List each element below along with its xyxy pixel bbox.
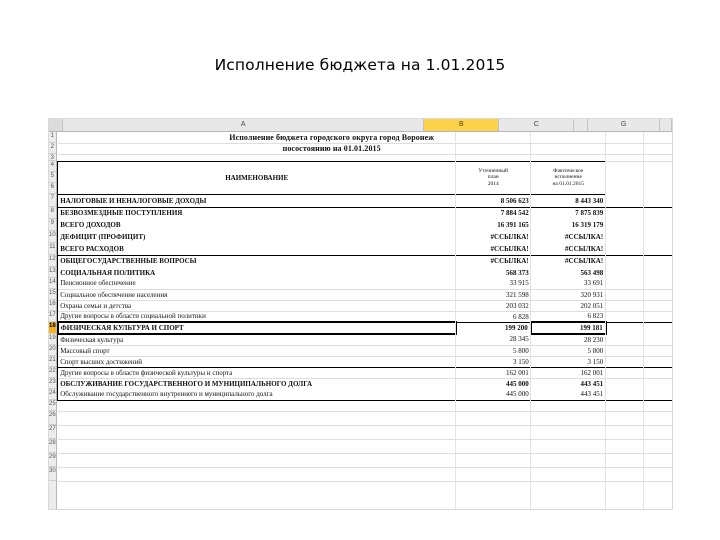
blank-cell[interactable] — [644, 154, 673, 161]
blank-cell[interactable] — [644, 194, 673, 207]
column-header-trailing — [660, 119, 672, 131]
column-header-g[interactable]: G — [588, 119, 660, 131]
empty-row[interactable] — [58, 467, 673, 481]
cell-fact[interactable]: #ССЫЛКА! — [531, 231, 606, 243]
header-plan-line3: 2014 — [487, 180, 499, 187]
table-row-selected[interactable] — [58, 322, 673, 334]
table-row[interactable] — [58, 389, 673, 400]
row-header-30[interactable]: 30 — [49, 467, 56, 481]
blank-cell[interactable] — [58, 453, 456, 467]
cell-grid — [57, 132, 673, 510]
cell-plan[interactable]: 5 800 — [512, 346, 529, 355]
cell-name[interactable]: ВСЕГО РАСХОДОВ — [58, 243, 456, 255]
cell-name[interactable]: Спорт высших достижений — [58, 356, 456, 367]
row-header-8[interactable]: 8 — [49, 207, 56, 219]
header-plan-line2: план — [487, 174, 499, 181]
cell-name[interactable]: ДЕФИЦИТ (ПРОФИЦИТ) — [58, 231, 456, 243]
page-title: Исполнение бюджета на 1.01.2015 — [214, 56, 506, 74]
table-row[interactable] — [58, 278, 673, 289]
cell-fact[interactable]: 443 451 — [531, 378, 606, 389]
blank-cell[interactable] — [531, 154, 606, 161]
row-header-21[interactable]: 21 — [49, 356, 56, 367]
blank-cell[interactable] — [644, 143, 673, 154]
blank-cell[interactable] — [644, 278, 673, 289]
blank-cell[interactable] — [606, 389, 644, 400]
row-header-15[interactable]: 15 — [49, 289, 56, 300]
row-header-26[interactable]: 26 — [49, 411, 56, 425]
blank-cell[interactable] — [644, 300, 673, 311]
table-row[interactable] — [58, 300, 673, 311]
blank-cell[interactable] — [606, 400, 644, 411]
cell-name[interactable]: ОБСЛУЖИВАНИЕ ГОСУДАРСТВЕННОГО И МУНИЦИПАЛЬНОГО ДОЛГА — [58, 378, 456, 389]
cell-plan[interactable]: #ССЫЛКА! — [490, 257, 529, 266]
row-header-5[interactable]: 5 — [49, 172, 56, 183]
blank-cell[interactable] — [531, 425, 606, 439]
cell-name[interactable]: Другие вопросы в области социальной политики — [58, 311, 456, 322]
column-header-b[interactable]: B — [424, 119, 499, 131]
table-row[interactable] — [58, 255, 673, 267]
row-header-1[interactable]: 1 — [49, 132, 56, 143]
cell-plan[interactable]: 16 391 165 — [497, 221, 529, 229]
row-header-6[interactable]: 6 — [49, 183, 56, 194]
blank-cell[interactable] — [606, 367, 644, 378]
blank-cell[interactable] — [606, 289, 644, 300]
blank-cell[interactable] — [606, 467, 644, 481]
cell-plan[interactable]: 203 032 — [505, 301, 529, 310]
row-header-24[interactable]: 24 — [49, 389, 56, 400]
blank-cell[interactable] — [644, 207, 673, 219]
blank-cell[interactable] — [644, 322, 673, 334]
cell-fact[interactable]: 443 451 — [531, 389, 606, 400]
cell-plan[interactable]: 28 345 — [509, 335, 529, 344]
cell-plan[interactable]: 6 828 — [456, 311, 531, 322]
blank-cell[interactable] — [58, 411, 456, 425]
blank-cell[interactable] — [606, 311, 644, 322]
column-header-spacer — [574, 119, 588, 131]
empty-row[interactable] — [58, 400, 673, 411]
blank-cell[interactable] — [606, 231, 644, 243]
cell-fact[interactable]: 202 051 — [531, 300, 606, 311]
blank-cell[interactable] — [644, 411, 673, 425]
cell-plan[interactable]: 8 506 623 — [456, 194, 531, 207]
table-row[interactable] — [58, 231, 673, 243]
table-row[interactable] — [58, 243, 673, 255]
blank-cell[interactable] — [644, 267, 673, 278]
cell-fact[interactable]: 16 319 179 — [531, 219, 606, 231]
blank-cell[interactable] — [606, 425, 644, 439]
cell-name[interactable]: Физическая культура — [58, 334, 456, 345]
cell-plan[interactable]: 162 001 — [505, 368, 529, 377]
row-header-17[interactable]: 17 — [49, 311, 56, 322]
blank-cell[interactable] — [606, 322, 644, 334]
table-row[interactable] — [58, 334, 673, 345]
cell-name[interactable]: Обслуживание государственного внутреннего и муниципального долга — [58, 389, 456, 400]
sheet-title-row-2 — [58, 143, 673, 154]
cell-plan[interactable]: 321 598 — [505, 290, 529, 299]
budget-table — [57, 132, 673, 482]
table-row[interactable] — [58, 289, 673, 300]
empty-row[interactable] — [58, 453, 673, 467]
table-row[interactable] — [58, 267, 673, 278]
cell-plan[interactable]: 3 150 — [456, 356, 531, 367]
cell-fact[interactable]: #ССЫЛКА! — [531, 243, 606, 255]
column-header-row — [49, 119, 672, 132]
header-fact-line2: исполнение — [554, 174, 582, 181]
row-header-19[interactable]: 19 — [49, 334, 56, 345]
row-header-29[interactable]: 29 — [49, 453, 56, 467]
cell-plan[interactable]: 445 000 — [505, 379, 529, 388]
blank-cell[interactable] — [606, 267, 644, 278]
cell-plan[interactable]: #ССЫЛКА! — [456, 243, 531, 255]
empty-row[interactable] — [58, 411, 673, 425]
blank-cell[interactable] — [644, 132, 673, 143]
blank-cell[interactable] — [644, 453, 673, 467]
blank-cell[interactable] — [606, 143, 644, 154]
sheet-body — [49, 132, 672, 510]
row-header-28[interactable]: 28 — [49, 439, 56, 453]
cell-name[interactable]: НАЛОГОВЫЕ И НЕНАЛОГОВЫЕ ДОХОДЫ — [58, 194, 456, 207]
blank-cell[interactable] — [606, 411, 644, 425]
cell-fact[interactable]: 7 875 839 — [531, 207, 606, 219]
blank-cell[interactable] — [606, 356, 644, 367]
sheet-title-line1: Исполнение бюджета городского округа город Воронеж — [229, 132, 435, 142]
row-header-22[interactable]: 22 — [49, 367, 56, 378]
blank-cell[interactable] — [58, 467, 456, 481]
blank-cell[interactable] — [644, 467, 673, 481]
cell-fact[interactable]: 3 150 — [531, 356, 606, 367]
blank-cell[interactable] — [456, 154, 531, 161]
table-row[interactable] — [58, 356, 673, 367]
header-plan — [456, 161, 531, 194]
row-header-9[interactable]: 9 — [49, 219, 56, 231]
row-header-13[interactable]: 13 — [49, 267, 56, 278]
blank-cell[interactable] — [644, 400, 673, 411]
blank-cell[interactable] — [644, 356, 673, 367]
row-header-3[interactable]: 3 — [50, 155, 55, 161]
row-header-16[interactable]: 16 — [49, 300, 56, 311]
blank-cell[interactable] — [644, 345, 673, 356]
cell-name[interactable]: ОБЩЕГОСУДАРСТВЕННЫЕ ВОПРОСЫ — [58, 255, 456, 267]
row-header-10[interactable]: 10 — [49, 231, 56, 243]
cell-name[interactable]: Пенсионное обеспечение — [58, 278, 456, 289]
blank-cell[interactable] — [456, 400, 531, 411]
blank-cell[interactable] — [606, 439, 644, 453]
row-header-20[interactable]: 20 — [49, 345, 56, 356]
blank-cell[interactable] — [456, 439, 531, 453]
cell-fact[interactable]: 6 823 — [531, 311, 606, 322]
blank-cell[interactable] — [644, 289, 673, 300]
blank-cell[interactable] — [644, 255, 673, 267]
blank-cell[interactable] — [606, 278, 644, 289]
select-all-corner[interactable] — [49, 119, 63, 131]
table-row[interactable] — [58, 378, 673, 389]
blank-cell[interactable] — [456, 453, 531, 467]
header-name: НАИМЕНОВАНИЕ — [58, 161, 456, 194]
table-row[interactable] — [58, 367, 673, 378]
table-row[interactable] — [58, 194, 673, 207]
cell-name[interactable]: Социальное обеспечение населения — [58, 289, 456, 300]
blank-cell[interactable] — [531, 467, 606, 481]
row-header-12[interactable]: 12 — [49, 255, 56, 267]
blank-cell[interactable] — [456, 425, 531, 439]
cell-fact[interactable]: 5 800 — [531, 345, 606, 356]
cell-fact-active[interactable]: 199 181 — [531, 322, 606, 334]
cell-fact[interactable]: 162 001 — [531, 367, 606, 378]
cell-name[interactable]: Массовый спорт — [58, 345, 456, 356]
row-header-18[interactable]: 18 — [49, 322, 56, 334]
blank-cell[interactable] — [644, 231, 673, 243]
cell-plan[interactable]: 199 200 — [504, 324, 528, 333]
cell-fact[interactable]: 8 443 340 — [531, 194, 606, 207]
cell-name[interactable]: ВСЕГО ДОХОДОВ — [58, 219, 456, 231]
cell-fact[interactable]: 28 230 — [531, 334, 606, 345]
blank-cell[interactable] — [606, 378, 644, 389]
cell-fact[interactable]: 563 498 — [531, 267, 606, 278]
blank-cell[interactable] — [606, 194, 644, 207]
blank-cell[interactable] — [58, 154, 456, 161]
blank-cell[interactable] — [644, 311, 673, 322]
blank-cell[interactable] — [606, 334, 644, 345]
row-header-25[interactable]: 25 — [49, 400, 56, 411]
row-header-2[interactable]: 2 — [49, 143, 56, 154]
blank-cell[interactable] — [606, 255, 644, 267]
blank-cell[interactable] — [531, 411, 606, 425]
cell-plan[interactable]: #ССЫЛКА! — [490, 233, 529, 241]
blank-cell[interactable] — [644, 161, 673, 194]
cell-plan[interactable]: 33 915 — [509, 279, 529, 288]
row-header-11[interactable]: 11 — [49, 243, 56, 255]
column-header-c[interactable]: C — [499, 119, 574, 131]
header-plan-line1: Уточненный — [478, 168, 508, 175]
blank-cell[interactable] — [644, 389, 673, 400]
blank-cell[interactable] — [58, 439, 456, 453]
blank-cell[interactable] — [606, 132, 644, 143]
row-header-27[interactable]: 27 — [49, 425, 56, 439]
blank-cell[interactable] — [456, 411, 531, 425]
sheet-title-line2: посостоянию на 01.01.2015 — [282, 144, 381, 153]
blank-cell[interactable] — [644, 439, 673, 453]
sheet-title-row-1 — [58, 132, 673, 143]
column-header-a[interactable]: A — [63, 119, 424, 131]
row-header-gutter — [49, 132, 57, 510]
cell-name[interactable]: БЕЗВОЗМЕЗДНЫЕ ПОСТУПЛЕНИЯ — [58, 207, 456, 219]
cell-fact[interactable]: 320 931 — [531, 289, 606, 300]
blank-cell[interactable] — [644, 334, 673, 345]
table-header-row — [58, 161, 673, 194]
blank-cell[interactable] — [531, 439, 606, 453]
cell-name[interactable]: СОЦИАЛЬНАЯ ПОЛИТИКА — [58, 267, 456, 278]
table-row[interactable] — [58, 345, 673, 356]
row-header-7[interactable]: 7 — [49, 194, 56, 207]
cell-plan[interactable]: 7 884 542 — [500, 209, 529, 218]
row-header-4[interactable]: 4 — [49, 161, 56, 172]
blank-cell[interactable] — [58, 400, 456, 411]
spreadsheet-screenshot — [48, 118, 673, 510]
blank-cell[interactable] — [606, 345, 644, 356]
cell-name[interactable]: Другие вопросы в области физической культуры и спорта — [58, 367, 456, 378]
table-row[interactable] — [58, 207, 673, 219]
row-header-14[interactable]: 14 — [49, 278, 56, 289]
blank-cell[interactable] — [644, 425, 673, 439]
blank-cell[interactable] — [531, 400, 606, 411]
cell-name[interactable]: Охрана семьи и детства — [58, 300, 456, 311]
blank-cell[interactable] — [606, 453, 644, 467]
blank-cell[interactable] — [531, 453, 606, 467]
empty-row[interactable] — [58, 425, 673, 439]
blank-cell[interactable] — [606, 300, 644, 311]
header-fact-line3: на 01.01.2015 — [552, 180, 584, 187]
table-row[interactable] — [58, 219, 673, 231]
cell-fact[interactable]: 33 691 — [531, 278, 606, 289]
blank-cell[interactable] — [58, 425, 456, 439]
blank-cell[interactable] — [606, 243, 644, 255]
blank-cell[interactable] — [606, 154, 644, 161]
blank-cell[interactable] — [606, 207, 644, 219]
blank-cell[interactable] — [644, 219, 673, 231]
cell-name-selected[interactable]: ФИЗИЧЕСКАЯ КУЛЬТУРА И СПОРТ — [58, 322, 456, 334]
empty-row[interactable] — [58, 439, 673, 453]
blank-cell[interactable] — [644, 243, 673, 255]
header-fact-line1: Фактическое — [553, 168, 584, 175]
spacer-row-3 — [58, 154, 673, 161]
row-header-23[interactable]: 23 — [49, 378, 56, 389]
cell-plan[interactable]: 568 373 — [505, 268, 529, 277]
blank-cell[interactable] — [456, 467, 531, 481]
blank-cell[interactable] — [644, 367, 673, 378]
table-row[interactable] — [58, 311, 673, 322]
header-fact — [531, 161, 606, 194]
blank-cell[interactable] — [606, 219, 644, 231]
blank-cell[interactable] — [606, 161, 644, 194]
cell-plan[interactable]: 445 000 — [456, 389, 531, 400]
blank-cell[interactable] — [644, 378, 673, 389]
cell-fact[interactable]: #ССЫЛКА! — [531, 255, 606, 267]
